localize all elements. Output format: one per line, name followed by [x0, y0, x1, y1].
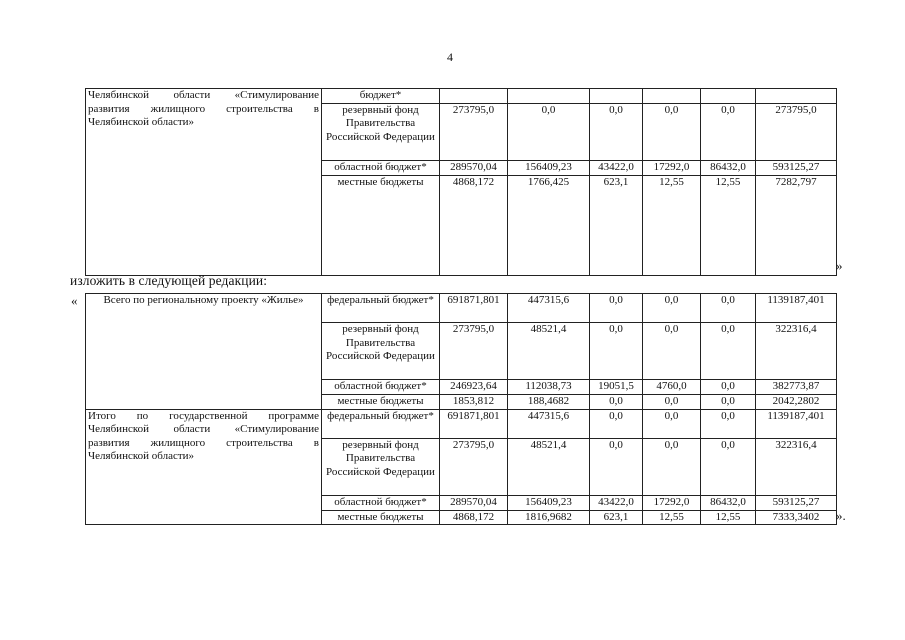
value-cell: 273795,0: [440, 103, 508, 160]
value-cell: 691871,801: [440, 409, 508, 438]
value-cell: 0,0: [643, 294, 701, 323]
value-cell: 0,0: [701, 323, 756, 380]
source-cell: областной бюджет*: [322, 160, 440, 175]
value-cell: 0,0: [701, 395, 756, 410]
table-row: [86, 89, 837, 104]
value-cell: 0,0: [701, 294, 756, 323]
value-cell: 0,0: [643, 323, 701, 380]
value-cell: 447315,6: [508, 294, 590, 323]
value-cell: 0,0: [643, 395, 701, 410]
value-cell: 86432,0: [701, 160, 756, 175]
value-cell: 0,0: [590, 323, 643, 380]
value-cell: 322316,4: [756, 323, 837, 380]
value-cell: 691871,801: [440, 294, 508, 323]
source-cell: областной бюджет*: [322, 495, 440, 510]
value-cell: 623,1: [590, 175, 643, 275]
value-cell: [440, 89, 508, 104]
value-cell: [508, 89, 590, 104]
value-cell: 1139187,401: [756, 409, 837, 438]
funding-table-previous: [85, 88, 837, 276]
value-cell: [590, 89, 643, 104]
table-row: [86, 294, 837, 323]
value-cell: 12,55: [643, 175, 701, 275]
value-cell: 0,0: [643, 438, 701, 495]
value-cell: 0,0: [643, 103, 701, 160]
source-cell: федеральный бюджет*: [322, 409, 440, 438]
value-cell: 0,0: [590, 438, 643, 495]
funding-table-new: [85, 293, 837, 525]
program-name-cell: Челябинской области «Стимулирование развития жилищного строительства в Челябинской области»: [86, 89, 322, 276]
value-cell: 4868,172: [440, 510, 508, 525]
closing-quote-2: ».: [836, 508, 846, 523]
value-cell: 19051,5: [590, 380, 643, 395]
source-cell: бюджет*: [322, 89, 440, 104]
closing-quote-1: »: [836, 258, 843, 273]
value-cell: 86432,0: [701, 495, 756, 510]
source-cell: резервный фонд Правительства Российской Федерации: [322, 438, 440, 495]
value-cell: 0,0: [701, 380, 756, 395]
value-cell: 0,0: [590, 294, 643, 323]
value-cell: [701, 89, 756, 104]
value-cell: 273795,0: [440, 323, 508, 380]
page-number: 4: [447, 50, 453, 64]
value-cell: 0,0: [590, 395, 643, 410]
value-cell: 322316,4: [756, 438, 837, 495]
value-cell: 17292,0: [643, 495, 701, 510]
value-cell: 12,55: [701, 175, 756, 275]
value-cell: 623,1: [590, 510, 643, 525]
value-cell: 593125,27: [756, 495, 837, 510]
value-cell: 7333,3402: [756, 510, 837, 525]
value-cell: 0,0: [701, 103, 756, 160]
value-cell: 43422,0: [590, 160, 643, 175]
value-cell: 43422,0: [590, 495, 643, 510]
value-cell: 289570,04: [440, 495, 508, 510]
value-cell: 112038,73: [508, 380, 590, 395]
table-row: [86, 409, 837, 438]
value-cell: 289570,04: [440, 160, 508, 175]
value-cell: 382773,87: [756, 380, 837, 395]
source-cell: федеральный бюджет*: [322, 294, 440, 323]
value-cell: 0,0: [590, 409, 643, 438]
source-cell: местные бюджеты: [322, 395, 440, 410]
value-cell: 1816,9682: [508, 510, 590, 525]
source-cell: резервный фонд Правительства Российской Федерации: [322, 323, 440, 380]
value-cell: 7282,797: [756, 175, 837, 275]
value-cell: 48521,4: [508, 438, 590, 495]
project-name-cell: Всего по региональному проекту «Жилье»: [86, 294, 322, 410]
source-cell: местные бюджеты: [322, 175, 440, 275]
source-cell: резервный фонд Правительства Российской Федерации: [322, 103, 440, 160]
value-cell: 188,4682: [508, 395, 590, 410]
value-cell: 273795,0: [756, 103, 837, 160]
value-cell: 1139187,401: [756, 294, 837, 323]
source-cell: местные бюджеты: [322, 510, 440, 525]
value-cell: 593125,27: [756, 160, 837, 175]
value-cell: 246923,64: [440, 380, 508, 395]
value-cell: [756, 89, 837, 104]
value-cell: 0,0: [701, 409, 756, 438]
value-cell: 12,55: [701, 510, 756, 525]
program-name-cell: Итого по государственной программе Челябинской области «Стимулирование развития жилищного строительства в Челябинской области»: [86, 409, 322, 525]
section-heading: изложить в следующей редакции:: [70, 273, 268, 288]
value-cell: 0,0: [590, 103, 643, 160]
value-cell: 1766,425: [508, 175, 590, 275]
value-cell: 1853,812: [440, 395, 508, 410]
value-cell: 156409,23: [508, 495, 590, 510]
value-cell: 273795,0: [440, 438, 508, 495]
value-cell: 2042,2802: [756, 395, 837, 410]
value-cell: 156409,23: [508, 160, 590, 175]
value-cell: 17292,0: [643, 160, 701, 175]
value-cell: 4868,172: [440, 175, 508, 275]
value-cell: 48521,4: [508, 323, 590, 380]
opening-quote: «: [71, 293, 78, 308]
value-cell: 0,0: [643, 409, 701, 438]
value-cell: [643, 89, 701, 104]
value-cell: 4760,0: [643, 380, 701, 395]
value-cell: 0,0: [508, 103, 590, 160]
value-cell: 0,0: [701, 438, 756, 495]
source-cell: областной бюджет*: [322, 380, 440, 395]
value-cell: 12,55: [643, 510, 701, 525]
value-cell: 447315,6: [508, 409, 590, 438]
